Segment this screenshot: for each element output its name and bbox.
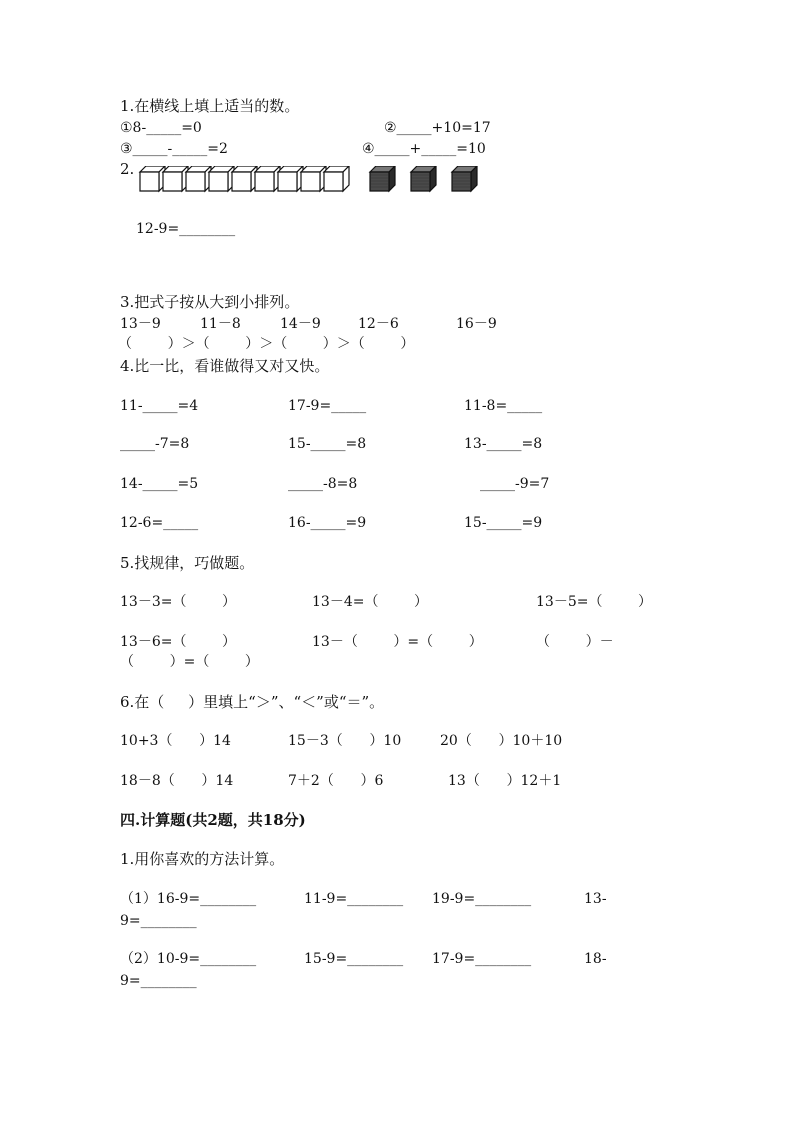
q6-compare: 13（ ）12＋1 — [448, 773, 562, 789]
white-cube — [255, 166, 280, 191]
white-cube — [324, 166, 349, 191]
calc-item-wrap: 9=________ — [120, 973, 197, 989]
q4-cell: _____-7=8 — [120, 436, 190, 452]
section4-q1-title: 1.用你喜欢的方法计算。 — [120, 850, 285, 868]
q5-title: 5.找规律，巧做题。 — [120, 554, 255, 572]
q3-expr-2: 11－8 — [200, 316, 241, 332]
q1-item-1: ①8-_____=0 — [120, 120, 202, 136]
calc-item: 11-9=________ — [304, 891, 404, 907]
cube-illustration — [138, 166, 478, 198]
q3-expr-4: 12－6 — [358, 316, 399, 332]
white-cube — [232, 166, 257, 191]
q3-expr-5: 16－9 — [456, 316, 497, 332]
q2-label: 2. — [120, 160, 135, 178]
calc-item: 15-9=________ — [304, 951, 404, 967]
white-cube — [186, 166, 211, 191]
q4-cell: 17-9=_____ — [288, 398, 367, 414]
white-cube — [209, 166, 234, 191]
q5-expr: 13－3=（ ） — [120, 594, 237, 610]
q6-title: 6.在（ ）里填上“＞”、“＜”或“＝”。 — [120, 693, 385, 711]
q4-cell: 11-8=_____ — [464, 398, 543, 414]
dark-cube — [411, 166, 436, 191]
q1-item-3: ③_____-_____=2 — [120, 141, 228, 157]
q5-expr: 13－（ ）=（ ） — [312, 634, 483, 650]
calc-item: （2）10-9=________ — [120, 951, 257, 967]
q3-expr-3: 14－9 — [280, 316, 321, 332]
q5-expr: 13－5=（ ） — [536, 594, 653, 610]
calc-item-wrap: 9=________ — [120, 913, 197, 929]
q2-equation: 12-9=________ — [136, 221, 236, 237]
q6-compare: 7＋2（ ）6 — [288, 773, 384, 789]
q4-cell: 13-_____=8 — [464, 436, 543, 452]
q4-cell: 14-_____=5 — [120, 476, 199, 492]
white-cube — [301, 166, 326, 191]
q6-compare: 20（ ）10＋10 — [440, 733, 563, 749]
q1-item-4: ④_____+_____=10 — [362, 141, 486, 157]
q4-cell: 11-_____=4 — [120, 398, 199, 414]
q1-title: 1.在横线上填上适当的数。 — [120, 97, 300, 115]
q4-cell: 16-_____=9 — [288, 515, 367, 531]
q4-title: 4.比一比，看谁做得又对又快。 — [120, 357, 330, 375]
q3-order-line: （ ）＞（ ）＞（ ）＞（ ） — [118, 336, 415, 352]
white-cube — [140, 166, 165, 191]
calc-item: （1）16-9=________ — [120, 891, 257, 907]
q4-cell: 15-_____=8 — [288, 436, 367, 452]
q1-item-2: ②_____+10=17 — [384, 120, 491, 136]
dark-cube — [370, 166, 395, 191]
q5-expr: 13－4=（ ） — [312, 594, 429, 610]
q5-expr-wrap: （ ）=（ ） — [120, 654, 259, 670]
q4-cell: 12-6=_____ — [120, 515, 199, 531]
q6-compare: 15－3（ ）10 — [288, 733, 402, 749]
q5-expr: （ ）－ — [536, 634, 614, 650]
section-heading: 四.计算题(共2题，共18分) — [120, 811, 306, 829]
q3-expr-1: 13－9 — [120, 316, 161, 332]
q6-compare: 10+3（ ）14 — [120, 733, 231, 749]
calc-item: 17-9=________ — [432, 951, 532, 967]
calc-item: 13- — [584, 891, 607, 907]
white-cube — [163, 166, 188, 191]
calc-item: 19-9=________ — [432, 891, 532, 907]
white-cube — [278, 166, 303, 191]
q6-compare: 18－8（ ）14 — [120, 773, 234, 789]
q4-cell: 15-_____=9 — [464, 515, 543, 531]
q4-cell: _____-9=7 — [480, 476, 550, 492]
q4-cell: _____-8=8 — [288, 476, 358, 492]
q3-title: 3.把式子按从大到小排列。 — [120, 293, 300, 311]
calc-item: 18- — [584, 951, 607, 967]
dark-cube — [452, 166, 477, 191]
q5-expr: 13－6=（ ） — [120, 634, 237, 650]
